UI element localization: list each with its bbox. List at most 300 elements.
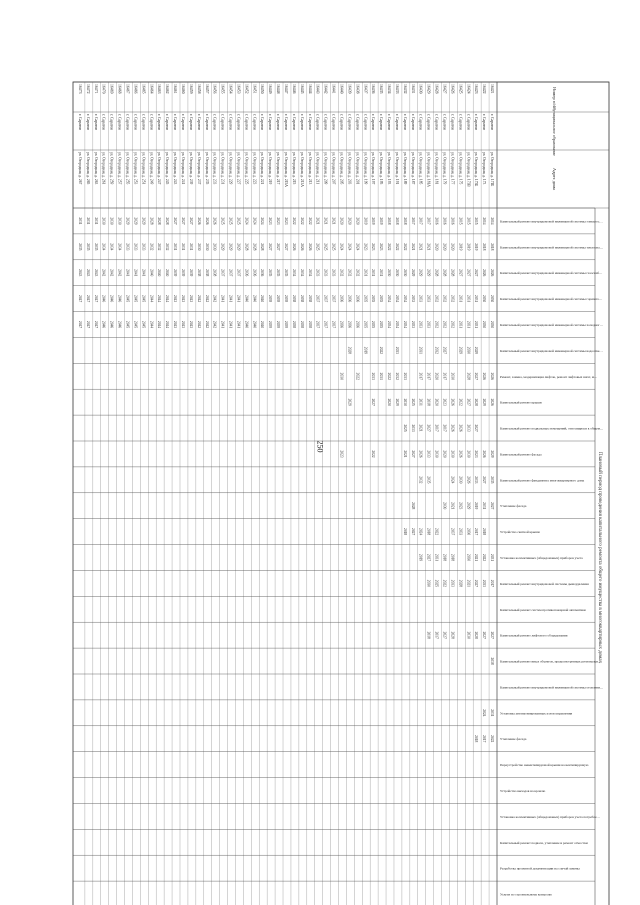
row-address: ул. Огородная, д. 251	[141, 152, 146, 185]
row-year: 2027	[442, 631, 447, 639]
row-year: 2018	[387, 217, 392, 225]
row-num: 16432	[402, 84, 407, 94]
row-year: 2030	[490, 320, 495, 329]
row-num: 16452	[244, 84, 249, 94]
row-year: 2033	[418, 295, 423, 303]
row-year: 2022	[307, 217, 312, 225]
row-year: 2035	[363, 320, 368, 329]
row-year: 2040	[244, 320, 249, 329]
row-municipality: г. Саратов	[204, 114, 209, 131]
header-work: Разработка проектной документации на случай замены	[500, 866, 580, 871]
row-num: 16455	[220, 84, 225, 94]
header-work: Капитальный ремонт внутридомовой инженерной системы горячего…	[500, 297, 603, 302]
row-year: 2020	[450, 243, 455, 251]
row-year: 2027	[371, 398, 376, 406]
row-year: 2036	[260, 269, 265, 277]
row-year: 2025	[228, 217, 233, 225]
row-address: ул. Огородная, д. 265	[85, 152, 90, 185]
row-year: 2018	[394, 217, 399, 225]
header-address: Адрес дома	[552, 167, 557, 191]
row-municipality: г. Саратов	[450, 114, 455, 131]
header-work: Капитальный ремонт внутридомовой инженерной системы холодног…	[500, 323, 604, 327]
row-year: 2020	[355, 217, 360, 225]
row-address: ул. Огородная, д. 211	[315, 152, 320, 185]
row-year: 2021	[450, 502, 455, 510]
row-year: 2033	[315, 269, 320, 277]
header-num: Номер п/п	[552, 87, 557, 107]
row-year: 2031	[371, 269, 376, 277]
row-year: 2035	[284, 269, 288, 277]
row-year: 2022	[299, 217, 304, 225]
row-year: 2020	[339, 217, 344, 225]
row-year: 2014	[490, 217, 495, 225]
row-year: 2027	[466, 269, 471, 277]
row-year: 2025	[434, 579, 439, 587]
row-address: ул. Огородная, д. 239	[188, 152, 193, 185]
row-year: 2036	[339, 320, 344, 329]
row-year: 2030	[402, 269, 407, 277]
row-year: 2037	[450, 528, 455, 536]
row-year: 2015	[466, 217, 471, 225]
row-year: 2038	[212, 269, 217, 277]
row-year: 2039	[188, 269, 193, 277]
row-year: 2037	[236, 269, 241, 277]
row-year: 2017	[434, 424, 439, 432]
row-year: 2027	[474, 269, 479, 277]
row-year: 2045	[133, 320, 138, 329]
row-year: 2033	[410, 295, 415, 303]
row-year: 2034	[109, 243, 114, 251]
header-work: Услуги по строительному контролю	[500, 892, 552, 897]
row-year: 2029	[236, 243, 241, 251]
row-year: 2028	[347, 346, 352, 354]
row-year: 2027	[474, 424, 479, 432]
row-year: 2029	[141, 217, 146, 225]
row-year: 2029	[394, 398, 399, 406]
row-year: 2030	[434, 450, 439, 458]
row-year: 2029	[410, 269, 415, 277]
row-year: 2027	[474, 579, 479, 587]
row-year: 2031	[490, 553, 495, 562]
row-year: 2036	[347, 320, 352, 329]
row-year: 2031	[474, 295, 479, 303]
row-year: 2030	[466, 346, 471, 354]
row-year: 2044	[149, 295, 154, 303]
row-year: 2026	[196, 217, 201, 225]
row-num: 16459	[188, 84, 193, 94]
row-year: 2030	[339, 372, 344, 380]
row-municipality: г. Саратов	[149, 114, 154, 131]
row-year: 2030	[204, 243, 209, 251]
row-num: 16447	[284, 84, 288, 94]
row-year: 2018	[490, 243, 495, 251]
row-municipality: г. Саратов	[228, 114, 233, 131]
row-municipality: г. Саратов	[442, 114, 447, 131]
row-num: 16471	[93, 84, 98, 94]
row-year: 2032	[442, 320, 447, 329]
row-year: 2042	[212, 320, 217, 329]
row-year: 2042	[196, 295, 201, 303]
row-year: 2021	[402, 450, 407, 458]
row-municipality: г. Саратов	[363, 114, 368, 131]
row-year: 2027	[180, 217, 185, 225]
row-year: 2035	[93, 243, 98, 251]
row-num: 16448	[276, 84, 281, 94]
row-year: 2019	[418, 553, 423, 562]
row-num: 16443	[315, 84, 320, 94]
header-work: Капитальный ремонт иных объектов, предусмотренных региональн…	[500, 659, 602, 664]
row-num: 16422	[482, 84, 487, 94]
row-year: 2030	[458, 476, 463, 484]
row-year: 2027	[173, 217, 178, 225]
row-num: 16453	[236, 84, 241, 94]
row-year: 2027	[276, 243, 281, 251]
row-year: 2028	[474, 631, 479, 639]
row-year: 2019	[474, 243, 479, 251]
row-year: 2035	[371, 320, 376, 329]
row-num: 16439	[347, 84, 352, 94]
row-year: 2047	[93, 295, 98, 303]
row-address: ул. Огородная, д. 203	[347, 152, 352, 185]
row-year: 2047	[77, 320, 82, 329]
row-year: 2042	[204, 320, 209, 329]
header-municipality: Муниципальное образование	[552, 106, 557, 156]
row-num: 16473	[77, 84, 82, 94]
row-address: ул. Огородная, д. 217	[276, 152, 281, 185]
row-year: 2027	[442, 346, 447, 354]
row-year: 2046	[117, 320, 122, 329]
row-year: 2017	[418, 217, 423, 225]
row-municipality: г. Саратов	[323, 114, 328, 131]
row-year: 2017	[490, 579, 495, 587]
row-year: 2027	[490, 502, 495, 510]
row-year: 2019	[363, 217, 368, 225]
row-year: 2034	[307, 269, 312, 277]
row-year: 2046	[101, 295, 106, 303]
row-year: 2026	[212, 217, 217, 225]
row-year: 2032	[347, 269, 352, 277]
row-year: 2026	[307, 243, 312, 251]
row-num: 16458	[196, 84, 201, 94]
row-num: 16451	[252, 84, 257, 94]
row-year: 2021	[418, 243, 423, 251]
row-year: 2030	[212, 243, 217, 251]
row-year: 2031	[188, 243, 193, 251]
row-year: 2017	[426, 217, 431, 225]
row-year: 2018	[402, 217, 407, 225]
header-work: Капитальный ремонт внутридомовой инженерной системы водоотве…	[500, 348, 603, 353]
row-year: 2047	[85, 295, 90, 303]
row-year: 2039	[284, 320, 288, 329]
row-year: 2031	[93, 217, 98, 225]
row-year: 2037	[331, 295, 336, 303]
row-year: 2031	[173, 243, 178, 251]
row-municipality: г. Саратов	[466, 114, 471, 131]
row-municipality: г. Саратов	[339, 114, 344, 131]
row-municipality: г. Саратов	[157, 114, 162, 131]
row-address: ул. Огородная, д. 213А	[299, 152, 304, 187]
row-year: 2022	[291, 217, 296, 225]
row-year: 2030	[482, 295, 487, 303]
row-year: 2021	[426, 243, 431, 251]
row-year: 2032	[355, 269, 360, 277]
row-num: 16460	[180, 84, 185, 94]
row-year: 2027	[268, 243, 273, 251]
row-year: 2035	[77, 243, 82, 251]
row-num: 16421	[490, 84, 495, 94]
row-municipality: г. Саратов	[173, 114, 178, 131]
row-year: 2037	[220, 269, 225, 277]
row-municipality: г. Саратов	[276, 114, 281, 131]
row-year: 2024	[244, 217, 249, 225]
row-municipality: г. Саратов	[252, 114, 257, 131]
row-year: 2031	[379, 372, 384, 380]
row-year: 2023	[276, 217, 281, 225]
row-year: 2029	[482, 398, 487, 406]
row-year: 2041	[141, 269, 146, 277]
row-year: 2035	[363, 295, 368, 303]
row-year: 2045	[141, 320, 146, 329]
row-year: 2030	[466, 528, 471, 536]
row-year: 2030	[402, 398, 407, 406]
row-year: 2024	[355, 243, 360, 251]
row-year: 2033	[394, 346, 399, 354]
row-num: 16457	[204, 84, 209, 94]
row-num: 16464	[149, 84, 154, 94]
header-work: Капитальный ремонт лифтового оборудования	[500, 633, 568, 638]
row-year: 2039	[276, 320, 281, 329]
header-work: Капитальный ремонт фасада	[500, 452, 542, 457]
row-year: 2022	[387, 372, 392, 380]
row-year: 2019	[363, 346, 368, 354]
row-address: ул. Огородная, д. 201	[355, 152, 360, 185]
row-num: 16427	[442, 84, 447, 94]
row-year: 2024	[347, 243, 352, 251]
row-year: 2046	[117, 295, 122, 303]
row-num: 16437	[363, 84, 368, 94]
row-municipality: г. Саратов	[180, 114, 185, 131]
row-year: 2023	[284, 217, 288, 225]
row-year: 2042	[117, 269, 122, 277]
row-year: 2029	[466, 502, 471, 510]
row-year: 2039	[180, 269, 185, 277]
row-year: 2034	[402, 295, 407, 303]
row-year: 2043	[85, 269, 90, 277]
row-year: 2028	[252, 243, 257, 251]
row-year: 2021	[418, 424, 423, 432]
row-year: 2024	[482, 709, 487, 717]
row-year: 2041	[236, 295, 241, 303]
row-year: 2017	[426, 372, 431, 380]
row-year: 2039	[284, 295, 288, 303]
row-year: 2028	[165, 217, 170, 225]
row-year: 2021	[315, 217, 320, 225]
row-year: 2021	[323, 217, 328, 225]
row-year: 2043	[77, 269, 82, 277]
header-work: Установка автоматизированных узлов управления	[500, 711, 573, 716]
row-year: 2038	[291, 295, 296, 303]
row-num: 16423	[474, 84, 479, 94]
row-num: 16472	[85, 84, 90, 94]
row-year: 2032	[149, 243, 154, 251]
row-year: 2034	[117, 243, 122, 251]
row-year: 2030	[450, 372, 455, 380]
header-work: Ремонт, замена, модернизация лифтов, ремонт лифтовых шахт, м…	[500, 374, 598, 379]
row-year: 2040	[149, 269, 154, 277]
row-municipality: г. Саратов	[133, 114, 138, 131]
row-num: 16436	[371, 84, 376, 94]
row-year: 2040	[165, 269, 170, 277]
row-address: ул. Огородная, д. 263	[93, 152, 98, 185]
row-year: 2029	[220, 243, 225, 251]
header-work: Устройство выходов на кровлю	[500, 789, 546, 793]
row-address: ул. Огородная, д. 219	[268, 152, 273, 185]
row-year: 2026	[490, 372, 495, 380]
row-year: 2040	[252, 295, 257, 303]
row-year: 2042	[204, 295, 209, 303]
row-year: 2028	[450, 269, 455, 277]
row-year: 2033	[141, 243, 146, 251]
row-address: ул. Огородная, д. 207	[331, 152, 336, 185]
row-year: 2018	[442, 553, 447, 562]
row-year: 2038	[299, 320, 304, 329]
row-year: 2021	[466, 579, 471, 587]
row-year: 2040	[244, 295, 249, 303]
row-address: ул. Огородная, д. 255	[125, 152, 130, 185]
row-municipality: г. Саратов	[109, 114, 114, 131]
row-municipality: г. Саратов	[355, 114, 360, 131]
header-work: Капитальный ремонт внутридомовой инженерной системы теплосна…	[500, 245, 604, 250]
row-num: 16442	[323, 84, 328, 94]
row-num: 16438	[355, 84, 360, 94]
row-year: 2018	[426, 631, 431, 639]
row-address: ул. Огородная, д. 223	[252, 152, 257, 185]
row-year: 2032	[165, 243, 170, 251]
row-municipality: г. Саратов	[410, 114, 415, 131]
row-year: 2016	[442, 217, 447, 225]
row-year: 2033	[426, 450, 431, 458]
row-municipality: г. Саратов	[220, 114, 225, 131]
row-year: 2042	[196, 320, 201, 329]
row-year: 2045	[125, 320, 130, 329]
row-year: 2037	[228, 269, 233, 277]
row-year: 2043	[93, 269, 98, 277]
row-address: ул. Огородная, д. 185	[418, 152, 423, 185]
row-year: 2036	[339, 295, 344, 303]
row-year: 2029	[133, 217, 138, 225]
row-year: 2027	[426, 424, 431, 432]
row-year: 2022	[442, 579, 447, 587]
row-year: 2026	[482, 450, 487, 458]
row-year: 2016	[434, 217, 439, 225]
row-year: 2047	[93, 320, 98, 329]
row-year: 2017	[482, 735, 487, 743]
row-year: 2036	[347, 295, 352, 303]
row-num: 16440	[339, 84, 344, 94]
row-year: 2032	[434, 346, 439, 354]
header-work: Капитальный ремонт подвальных помещений, относящихся к общем…	[500, 426, 604, 431]
row-year: 2035	[85, 243, 90, 251]
row-num: 16428	[434, 84, 439, 94]
row-year: 2032	[394, 372, 399, 380]
row-year: 2026	[450, 398, 455, 406]
row-year: 2046	[101, 320, 106, 329]
row-year: 2045	[133, 295, 138, 303]
row-address: ул. Огородная, д. 213	[307, 152, 312, 185]
row-municipality: г. Саратов	[236, 114, 241, 131]
row-year: 2027	[482, 631, 487, 639]
row-year: 2028	[157, 217, 162, 225]
row-year: 2024	[450, 476, 455, 484]
row-municipality: г. Саратов	[291, 114, 296, 131]
row-year: 2034	[101, 243, 106, 251]
row-year: 2020	[434, 398, 439, 406]
row-municipality: г. Саратов	[260, 114, 265, 131]
row-year: 2025	[410, 398, 415, 406]
row-municipality: г. Саратов	[474, 114, 479, 131]
row-year: 2032	[434, 295, 439, 303]
row-year: 2030	[482, 320, 487, 329]
row-num: 16462	[165, 84, 170, 94]
row-municipality: г. Саратов	[402, 114, 407, 131]
row-year: 2030	[490, 295, 495, 303]
header-work: Переустройство невентилируемой крыши на вентилируемую	[500, 763, 589, 768]
row-address: ул. Огородная, д. 171Б	[490, 152, 495, 187]
row-address: ул. Огородная, д. 237	[196, 152, 201, 185]
row-year: 2022	[458, 398, 463, 406]
header-work: Капитальный ремонт фундамента многоквартирного дома	[500, 478, 585, 483]
row-num: 16470	[101, 84, 106, 94]
row-year: 2023	[442, 398, 447, 406]
row-year: 2038	[299, 295, 304, 303]
row-year: 2022	[490, 735, 495, 743]
row-year: 2034	[299, 269, 304, 277]
row-year: 2020	[442, 450, 447, 458]
row-municipality: г. Саратов	[331, 114, 336, 131]
row-year: 2036	[355, 295, 360, 303]
row-year: 2020	[347, 217, 352, 225]
row-year: 2033	[426, 295, 431, 303]
row-year: 2015	[474, 217, 479, 225]
row-year: 2026	[291, 243, 296, 251]
row-year: 2043	[188, 320, 193, 329]
row-year: 2030	[450, 450, 455, 458]
row-address: ул. Огородная, д. 195	[379, 152, 384, 185]
row-num: 16466	[133, 84, 138, 94]
header-work: Устройство скатной крыши	[500, 530, 540, 535]
row-year: 2028	[474, 398, 479, 406]
row-municipality: г. Саратов	[141, 114, 146, 131]
row-municipality: г. Саратов	[315, 114, 320, 131]
row-address: ул. Огородная, д. 245	[165, 152, 170, 185]
row-address: ул. Огородная, д. 193	[387, 152, 392, 185]
row-year: 2044	[157, 320, 162, 329]
row-municipality: г. Саратов	[244, 114, 249, 131]
row-year: 2031	[180, 243, 185, 251]
row-address: ул. Огородная, д. 173	[482, 152, 487, 185]
row-year: 2033	[323, 269, 328, 277]
row-year: 2032	[418, 476, 423, 484]
row-year: 2043	[180, 295, 185, 303]
row-year: 2026	[458, 424, 463, 432]
row-year: 2043	[188, 295, 193, 303]
row-year: 2035	[379, 295, 384, 303]
row-year: 2033	[410, 320, 415, 329]
row-year: 2031	[466, 295, 471, 303]
row-year: 2018	[402, 528, 407, 536]
row-year: 2030	[101, 217, 106, 225]
row-year: 2034	[387, 320, 392, 329]
